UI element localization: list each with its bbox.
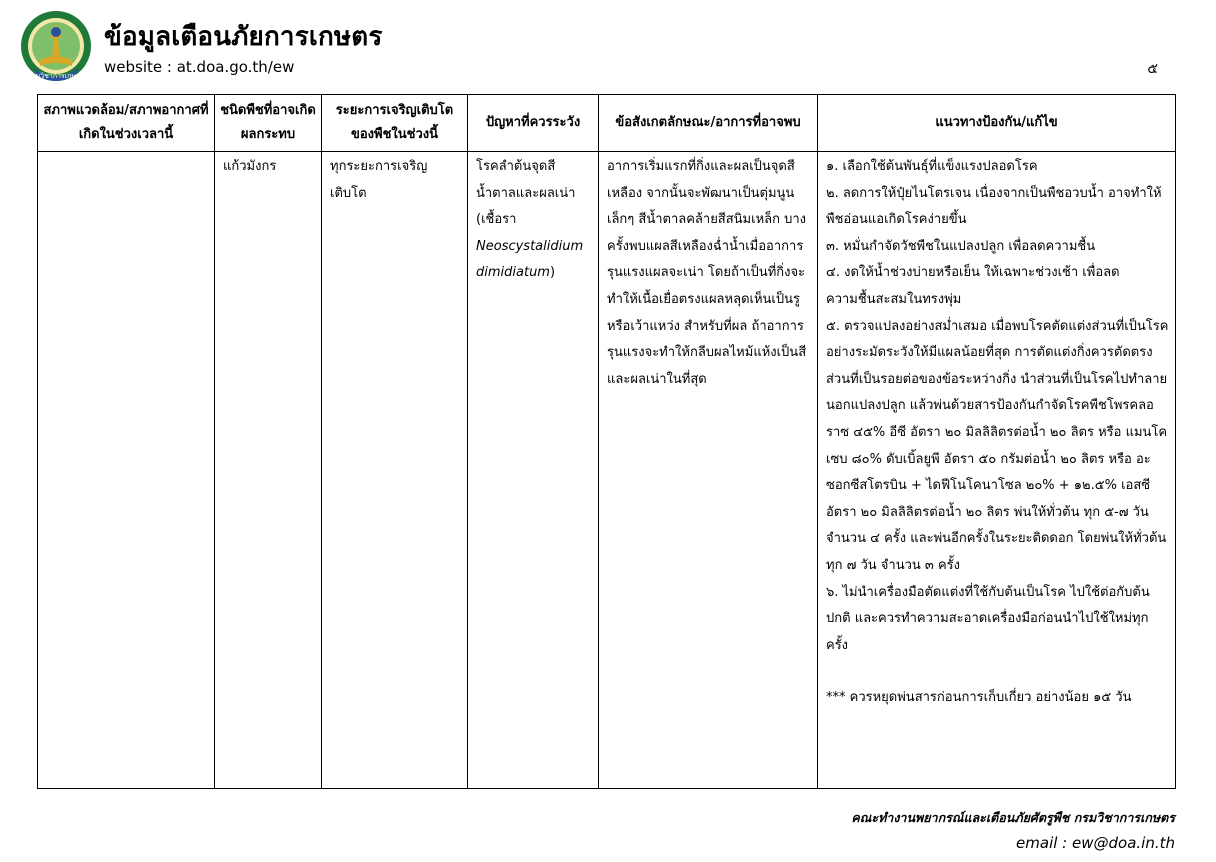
cell-problem (468, 152, 599, 789)
cell-crop: แก้วมังกร (215, 152, 322, 789)
pathogen-name: Neoscystalidium dimidiatum (476, 238, 584, 281)
cell-solution (818, 152, 1176, 789)
solution-item: ๓. หมั่นกำจัดวัชพืชในแปลงปลูก เพื่อลดความชื้น (826, 238, 1096, 254)
solution-item: ๑. เลือกใช้ต้นพันธุ์ที่แข็งแรงปลอดโรค (826, 159, 1038, 174)
logo-text: กรมวิชาการเกษตร (27, 72, 85, 80)
header-stage: ระยะการเจริญเติบโตของพืชในช่วงนี้ (322, 95, 468, 152)
website-link[interactable]: website : at.doa.go.th/ew (104, 58, 295, 76)
doa-logo (20, 8, 92, 84)
warning-table (37, 94, 1176, 789)
solution-note: *** ควรหยุดพ่นสารก่อนการเก็บเกี่ยว อย่างน้อย ๑๕ วัน (826, 690, 1132, 706)
cell-stage: ทุกระยะการเจริญเติบโต (322, 152, 468, 789)
cell-environment (38, 152, 215, 789)
footer-organization: คณะทำงานพยากรณ์และเตือนภัยศัตรูพืช กรมวิชาการเกษตร (851, 810, 1175, 825)
problem-name: โรคลำต้นจุดสีน้ำตาลและผลเน่า (เชื้อรา (476, 159, 576, 228)
solution-item: ๒. ลดการให้ปุ๋ยไนโตรเจน เนื่องจากเป็นพืชอวบน้ำ อาจทำให้พืชอ่อนแอเกิดโรคง่ายขึ้น (826, 185, 1162, 228)
solution-item: ๕. ตรวจแปลงอย่างสม่ำเสมอ เมื่อพบโรคตัดแต่งส่วนที่เป็นโรคอย่างระมัดระวังให้มีแผลน้อยที่สุด การตัดแต่งกิ่งควรตัดตรงส่วนที่เป็นรอยต่อของข้อระหว่างกิ่ง นำส่วนที่เป็นโรคไปทำลายนอกแปลงปลูก แล้วพ่นด้วยสารป้องกันกำจัดโรคพืชโพรคลอราซ ๔๕% อีซี อัตรา ๒๐ มิลลิลิตรต่อน้ำ ๒๐ ลิตร หรือ แมนโคเซบ ๘๐% ดับเบิ้ลยูพี อัตรา ๕๐ กรัมต่อน้ำ ๒๐ ลิตร หรือ อะซอกซีสโตรบิน + ไดฟีโนโคนาโซล ๒๐% + ๑๒.๕% เอสซี อัตรา ๒๐ มิลลิลิตรต่อน้ำ ๒๐ ลิตร พ่นให้ทั่วต้น ทุก ๕-๗ วัน จำนวน ๔ ครั้ง และพ่นอีกครั้งในระยะติดดอก โดยพ่นให้ทั่วต้น ทุก ๗ วัน จำนวน ๓ ครั้ง (826, 318, 1169, 573)
solution-item: ๖. ไม่นำเครื่องมือตัดแต่งที่ใช้กับต้นเป็นโรค ไปใช้ต่อกับต้นปกติ และควรทำความสะอาดเครื่องมือก่อนนำไปใช้ใหม่ทุกครั้ง (826, 584, 1150, 653)
cell-symptom: อาการเริ่มแรกที่กิ่งและผลเป็นจุดสีเหลือง จากนั้นจะพัฒนาเป็นตุ่มนูนเล็กๆ สีน้ำตาลคล้ายสีสนิมเหล็ก บางครั้งพบแผลสีเหลืองฉ่ำน้ำเมื่ออาการรุนแรงแผลจะเน่า โดยถ้าเป็นที่กิ่งจะทำให้เนื้อเยื่อตรงแผลหลุดเห็นเป็นรู หรือเว้าแหว่ง สำหรับที่ผล ถ้าอาการรุนแรงจะทำให้กลีบผลไหม้แห้งเป็นสี และผลเน่าในที่สุด (599, 152, 818, 789)
solution-item: ๔. งดให้น้ำช่วงบ่ายหรือเย็น ให้เฉพาะช่วงเช้า เพื่อลดความชื้นสะสมในทรงพุ่ม (826, 265, 1120, 307)
problem-suffix: ) (549, 265, 556, 281)
header-solution: แนวทางป้องกัน/แก้ไข (818, 95, 1176, 152)
header-symptom: ข้อสังเกตลักษณะ/อาการที่อาจพบ (599, 95, 818, 152)
page-number: ๕ (1147, 61, 1158, 77)
footer-email[interactable]: email : ew@doa.in.th (1016, 834, 1175, 852)
page-header (20, 8, 1200, 88)
header-problem: ปัญหาที่ควรระวัง (468, 95, 599, 152)
page-title: ข้อมูลเตือนภัยการเกษตร (104, 22, 383, 52)
header-environment: สภาพแวดล้อม/สภาพอากาศที่เกิดในช่วงเวลานี้ (38, 95, 215, 152)
table-header-row (38, 95, 1176, 152)
table-row (38, 152, 1176, 789)
header-crop: ชนิดพืชที่อาจเกิดผลกระทบ (215, 95, 322, 152)
